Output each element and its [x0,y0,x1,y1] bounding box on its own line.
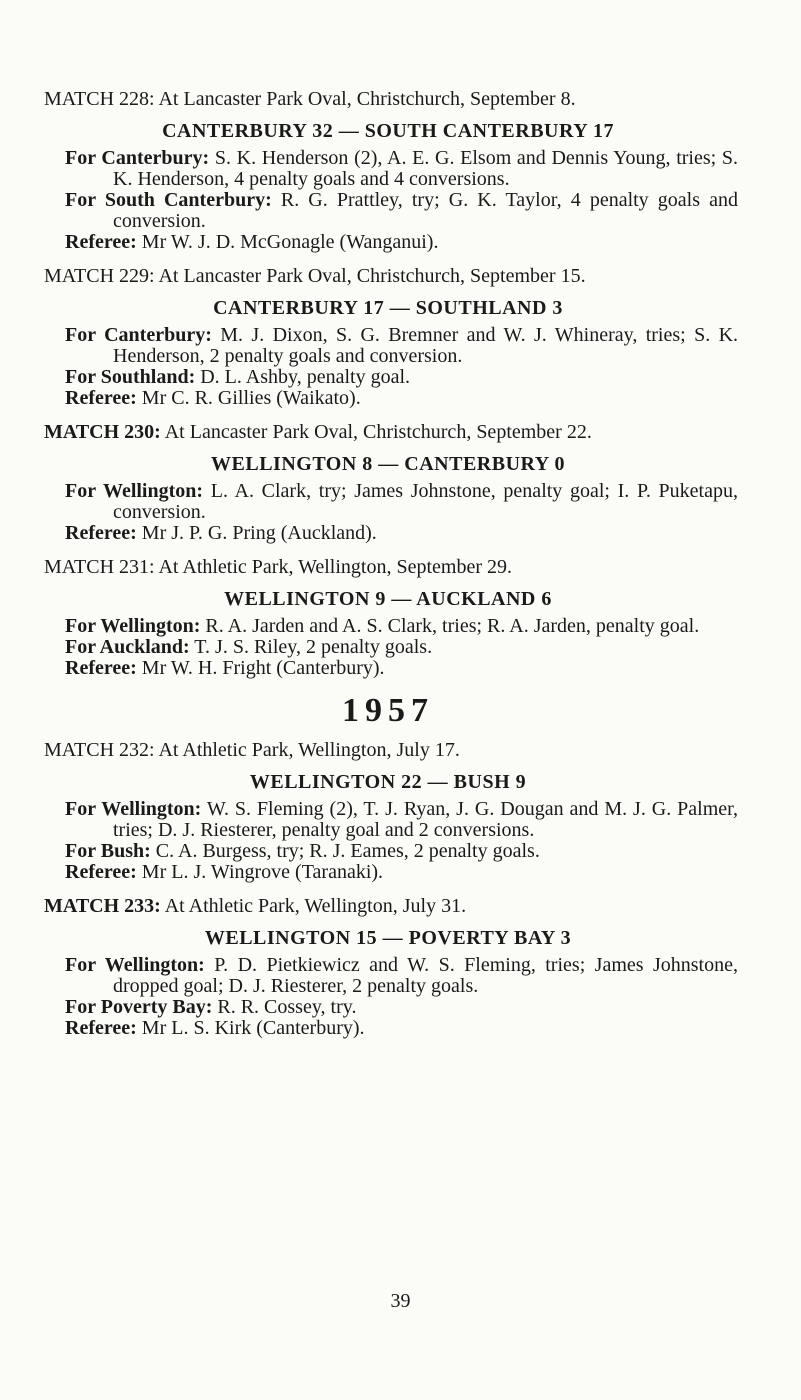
line-text: Mr W. J. D. McGonagle (Wanganui). [136,231,439,253]
match-heading [38,739,738,761]
match-venue: At Athletic Park, Wellington, September 29. [154,556,512,578]
scorers-line [38,325,738,367]
match-venue: At Lancaster Park Oval, Christchurch, September 8. [154,88,576,110]
scorers-line [38,799,738,841]
match-venue: At Lancaster Park Oval, Christchurch, September 22. [160,421,592,443]
match-heading [38,421,738,443]
line-text: Mr W. H. Fright (Canterbury). [136,657,385,679]
scorers-line [38,841,738,862]
line-text: T. J. S. Riley, 2 penalty goals. [189,636,433,658]
line-text: M. J. Dixon, S. G. Bremner and W. J. Whineray, tries; S. K. Henderson, 2 penalty goals and conversion. [113,324,739,367]
match-entry [38,88,738,253]
match-venue: At Athletic Park, Wellington, July 17. [154,739,460,761]
line-label: Referee: [65,387,137,409]
line-text: R. A. Jarden and A. S. Clark, tries; R. A. Jarden, penalty goal. [200,615,700,637]
match-heading [38,556,738,578]
scorers-line [38,637,738,658]
referee-line [38,658,738,679]
line-text: D. L. Ashby, penalty goal. [195,366,411,388]
line-label: For Wellington: [65,954,205,976]
line-label: For Poverty Bay: [65,996,213,1018]
line-text: Mr C. R. Gillies (Waikato). [136,387,361,409]
match-entry [38,895,738,1039]
line-text: R. R. Cossey, try. [212,996,357,1018]
match-venue: At Athletic Park, Wellington, July 31. [160,895,467,917]
line-label: For Wellington: [65,615,201,637]
line-label: For Wellington: [65,798,202,820]
line-label: For Southland: [65,366,196,388]
match-label: MATCH 232: [44,739,155,761]
year-heading: 1957 [342,692,434,729]
match-entry [38,421,738,544]
line-text: Mr L. S. Kirk (Canterbury). [136,1017,365,1039]
match-score: WELLINGTON 15 — POVERTY BAY 3 [204,927,572,949]
line-label: Referee: [65,231,137,253]
line-label: For Canterbury: [65,324,212,346]
match-label: MATCH 233: [44,895,161,917]
line-text: S. K. Henderson (2), A. E. G. Elsom and Dennis Young, tries; S. K. Henderson, 4 penalty goals and 4 conversions. [113,147,738,190]
scorers-line [38,616,738,637]
match-venue: At Lancaster Park Oval, Christchurch, September 15. [154,265,586,287]
scorers-line [38,148,738,190]
line-label: Referee: [65,861,137,883]
referee-line [38,523,738,544]
scorers-line [38,481,738,523]
match-entry [38,739,738,883]
line-label: Referee: [65,657,137,679]
match-label: MATCH 228: [44,88,155,110]
scorers-line [38,190,738,232]
match-score: WELLINGTON 22 — BUSH 9 [249,771,527,793]
match-entry [38,265,738,409]
match-score: CANTERBURY 32 — SOUTH CANTERBURY 17 [162,120,614,142]
line-label: Referee: [65,522,137,544]
match-score: WELLINGTON 8 — CANTERBURY 0 [211,453,565,475]
line-label: For Bush: [65,840,151,862]
line-text: W. S. Fleming (2), T. J. Ryan, J. G. Dougan and M. J. G. Palmer, tries; D. J. Riesterer, penalty goal and 2 conversions. [113,798,738,841]
match-label: MATCH 230: [44,421,161,443]
match-label: MATCH 229: [44,265,155,287]
match-score: CANTERBURY 17 — SOUTHLAND 3 [213,297,563,319]
match-heading [38,88,738,110]
match-heading [38,265,738,287]
content-column [38,88,738,1051]
scorers-line [38,367,738,388]
match-entry [38,556,738,679]
line-text: R. G. Prattley, try; G. K. Taylor, 4 penalty goals and conversion. [113,189,738,232]
match-label: MATCH 231: [44,556,155,578]
referee-line [38,388,738,409]
scorers-line [38,955,738,997]
line-label: For Canterbury: [65,147,210,169]
line-text: Mr L. J. Wingrove (Taranaki). [136,861,384,883]
referee-line [38,232,738,253]
line-text: C. A. Burgess, try; R. J. Eames, 2 penalty goals. [150,840,540,862]
line-label: For South Canterbury: [65,189,272,211]
referee-line [38,1018,738,1039]
line-label: Referee: [65,1017,137,1039]
line-label: For Wellington: [65,480,204,502]
referee-line [38,862,738,883]
match-heading [38,895,738,917]
line-text: L. A. Clark, try; James Johnstone, penalty goal; I. P. Puketapu, conversion. [113,480,738,523]
line-text: Mr J. P. G. Pring (Auckland). [136,522,377,544]
line-text: P. D. Pietkiewicz and W. S. Fleming, tries; James Johnstone, dropped goal; D. J. Riesterer, 2 penalty goals. [113,954,738,997]
match-score: WELLINGTON 9 — AUCKLAND 6 [224,588,552,610]
page-number: 39 [390,1290,411,1312]
line-label: For Auckland: [65,636,190,658]
scorers-line [38,997,738,1018]
